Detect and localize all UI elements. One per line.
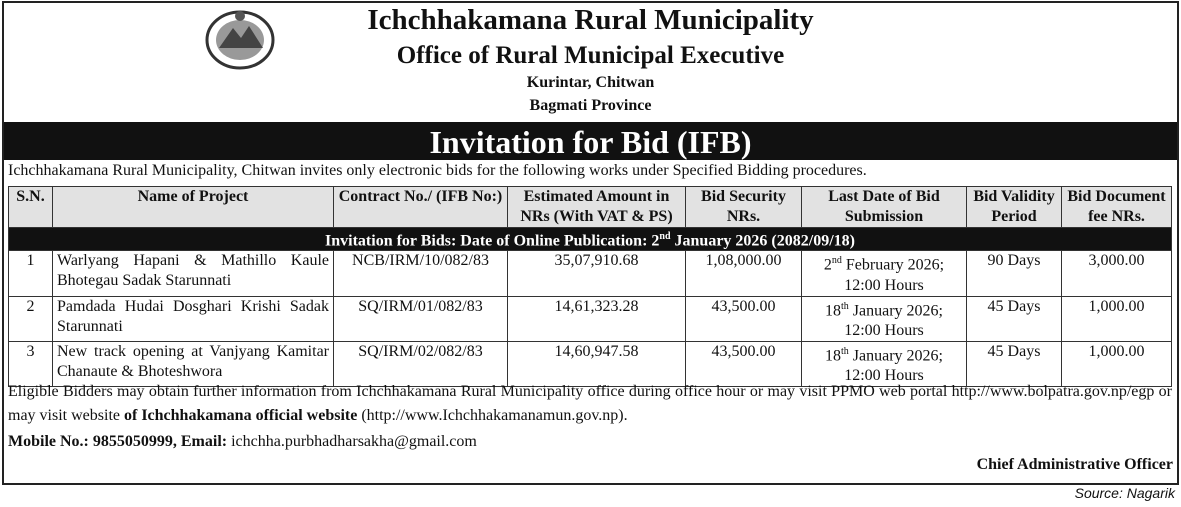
col-project: Name of Project (53, 187, 334, 228)
intro-text: Ichchhakamana Rural Municipality, Chitwan invites only electronic bids for the following works under Specified Bidding procedures. (8, 162, 867, 179)
cell-last-date: 18th January 2026; 12:00 Hours (802, 296, 967, 341)
cell-fee: 1,000.00 (1062, 296, 1172, 341)
cell-security: 43,500.00 (686, 296, 802, 341)
col-amount: Estimated Amount in NRs (With VAT & PS) (508, 187, 686, 228)
cell-amount: 35,07,910.68 (508, 251, 686, 296)
bid-table (8, 186, 1172, 387)
source-credit: Source: Nagarik (1074, 485, 1175, 501)
cell-last-date: 2nd February 2026; 12:00 Hours (802, 251, 967, 296)
cell-validity: 90 Days (967, 251, 1062, 296)
cell-sn: 3 (9, 341, 53, 386)
cell-sn: 1 (9, 251, 53, 296)
cell-validity: 45 Days (967, 341, 1062, 386)
cell-amount: 14,60,947.58 (508, 341, 686, 386)
cell-project: New track opening at Vanjyang Kamitar Chanaute & Bhoteshwora (53, 341, 334, 386)
notice-title: Invitation for Bid (IFB) (4, 122, 1177, 160)
col-contract: Contract No./ (IFB No:) (334, 187, 508, 228)
municipality-name: Ichchhakamana Rural Municipality (367, 4, 814, 36)
table-row (9, 296, 1172, 341)
publication-date: Invitation for Bids: Date of Online Publication: 2nd January 2026 (2082/09/18) (9, 228, 1172, 251)
eligibility-text: Eligible Bidders may obtain further information from Ichchhakamana Rural Municipality office during office hour or may visit PPMO web portal http://www.bolpatra.gov.np/egp or may visit website of Ichchhakamana official website (http://www.Ichchhakamanamun.gov.np). (8, 383, 1172, 424)
cell-amount: 14,61,323.28 (508, 296, 686, 341)
cell-contract: NCB/IRM/10/082/83 (334, 251, 508, 296)
publication-row (9, 228, 1172, 251)
table-row (9, 251, 1172, 296)
cell-project: Warlyang Hapani & Mathillo Kaule Bhotegau Sadak Starunnati (53, 251, 334, 296)
office-name: Office of Rural Municipal Executive (396, 42, 785, 69)
signatory: Chief Administrative Officer (976, 456, 1173, 473)
cell-security: 1,08,000.00 (686, 251, 802, 296)
table-header (9, 187, 1172, 228)
address: Kurintar, Chitwan (526, 74, 655, 91)
col-sn: S.N. (9, 187, 53, 228)
col-security: Bid Security NRs. (686, 187, 802, 228)
cell-project: Pamdada Hudai Dosghari Krishi Sadak Starunnati (53, 296, 334, 341)
col-last-date: Last Date of Bid Submission (802, 187, 967, 228)
cell-sn: 2 (9, 296, 53, 341)
col-validity: Bid Validity Period (967, 187, 1062, 228)
province: Bagmati Province (529, 97, 652, 114)
cell-security: 43,500.00 (686, 341, 802, 386)
cell-fee: 3,000.00 (1062, 251, 1172, 296)
cell-last-date: 18th January 2026; 12:00 Hours (802, 341, 967, 386)
email-link[interactable]: ichchha.purbhadharsakha@gmail.com (227, 433, 477, 450)
contact-info: Mobile No.: 9855050999, Email: ichchha.purbhadharsakha@gmail.com (8, 433, 477, 450)
cell-validity: 45 Days (967, 296, 1062, 341)
col-fee: Bid Document fee NRs. (1062, 187, 1172, 228)
cell-contract: SQ/IRM/01/082/83 (334, 296, 508, 341)
cell-contract: SQ/IRM/02/082/83 (334, 341, 508, 386)
cell-fee: 1,000.00 (1062, 341, 1172, 386)
